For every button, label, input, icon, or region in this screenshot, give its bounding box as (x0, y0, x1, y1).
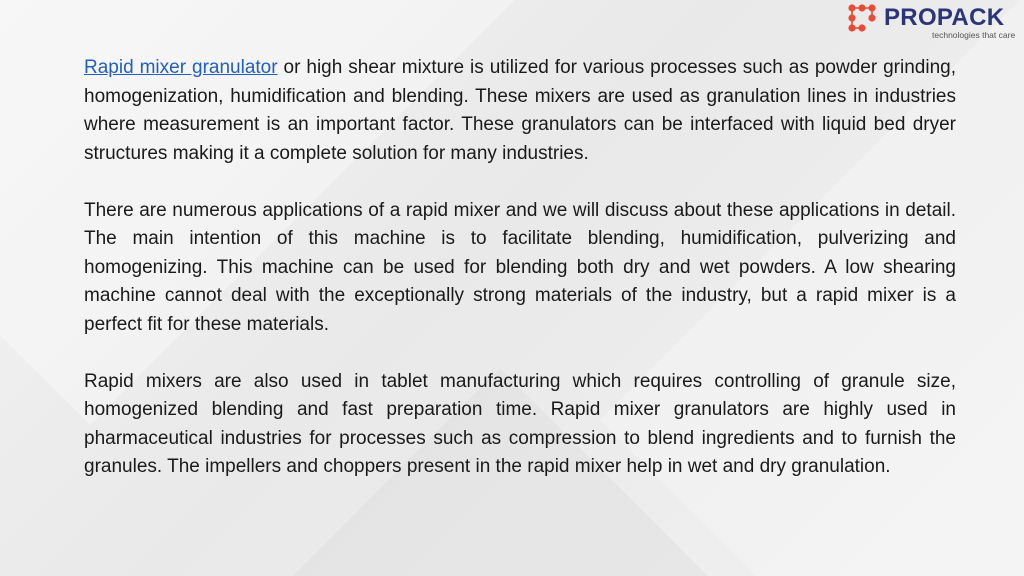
propack-logo[interactable] (846, 2, 1016, 42)
paragraph-intro-text: or high shear mixture is utilized for various processes such as powder grinding, homogenization, humidification and blending. These mixers are used as granulation lines in industries where measurement is an important factor. These granulators can be interfaced with liquid bed dryer structures making it a complete solution for many industries. (84, 57, 956, 164)
logo-tagline: technologies that care (932, 30, 1016, 40)
paragraph-tablet-manufacturing: Rapid mixers are also used in tablet manufacturing which requires controlling of granule size, homogenized blending and fast preparation time. Rapid mixer granulators are highly used in pharmaceutical industries for processes such as compression to blend ingredients and to furnish the granules. The impellers and choppers present in the rapid mixer help in wet and dry granulation. (84, 370, 956, 477)
article-body (84, 54, 956, 510)
propack-dots-icon (846, 2, 880, 36)
rapid-mixer-granulator-link[interactable]: Rapid mixer granulator (84, 57, 278, 78)
paragraph-applications: There are numerous applications of a rapid mixer and we will discuss about these applications in detail. The main intention of this machine is to facilitate blending, humidification, pulverizing and homogenizing. This machine can be used for blending both dry and wet powders. A low shearing machine cannot deal with the exceptionally strong materials of the industry, but a rapid mixer is a perfect fit for these materials. (84, 199, 956, 335)
paragraph-intro (84, 54, 956, 168)
logo-wordmark: PROPACK (884, 4, 1005, 31)
